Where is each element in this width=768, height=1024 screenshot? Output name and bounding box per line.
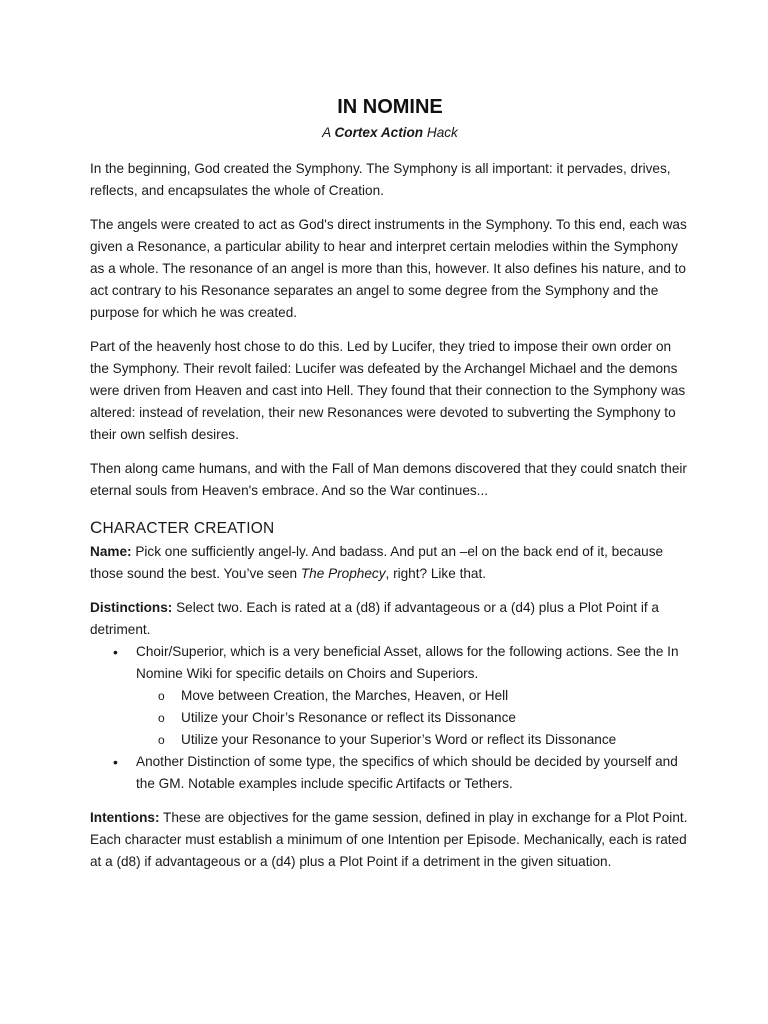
document-title: IN NOMINE — [337, 96, 443, 118]
list-item-text: Another Distinction of some type, the specifics of which should be decided by yourself and the GM. Notable examples include specific Artifacts or Tethers. — [136, 754, 678, 791]
section-heading-initial: C — [90, 518, 103, 537]
intro-paragraph: The angels were created to act as God's direct instruments in the Symphony. To this end, each was given a Resonance, a particular ability to hear and interpret certain melodies within the Symphony as a whole. The resonance of an angel is more than this, however. It also defines his nature, and to act contrary to his Resonance separates an angel to some degree from the Symphony and the purpose for which he was created. — [90, 217, 687, 320]
sub-list-item: o Move between Creation, the Marches, Heaven, or Hell — [136, 685, 690, 707]
list-item — [90, 641, 690, 751]
subtitle-bold: Cortex Action — [334, 125, 424, 140]
intro-paragraph: In the beginning, God created the Symphony. The Symphony is all important: it pervades, drives, reflects, and encapsulates the whole of Creation. — [90, 161, 671, 198]
sub-list-item: o Utilize your Resonance to your Superior’s Word or reflect its Dissonance — [136, 729, 690, 751]
intentions-label: Intentions: — [90, 810, 160, 825]
list-item — [90, 751, 690, 795]
subtitle-prefix: A — [322, 125, 335, 140]
name-label: Name: — [90, 544, 132, 559]
sub-list — [136, 685, 690, 751]
distinctions-text: Select two. Each is rated at a (d8) if advantageous or a (d4) plus a Plot Point if a detriment. — [90, 600, 659, 637]
distinctions-label: Distinctions: — [90, 600, 173, 615]
name-text-end: , right? Like that. — [385, 566, 487, 581]
sub-list-item: o Utilize your Choir’s Resonance or reflect its Dissonance — [136, 707, 690, 729]
distinctions-section — [90, 597, 690, 795]
list-item-text: Choir/Superior, which is a very beneficial Asset, allows for the following actions. See the In Nomine Wiki for specific details on Choirs and Superiors. — [136, 644, 679, 681]
document-subtitle — [90, 122, 690, 144]
intentions-text: These are objectives for the game session, defined in play in exchange for a Plot Point. Each character must establish a minimum of one Intention per Episode. Mechanically, each is rated at a (d8) if advantageous or a (d4) plus a Plot Point if a detriment in the given situation. — [90, 810, 688, 869]
intentions-paragraph — [90, 807, 690, 873]
distinctions-paragraph — [90, 597, 690, 641]
document-page — [90, 92, 690, 885]
name-paragraph — [90, 541, 690, 585]
intro-paragraph: Part of the heavenly host chose to do this. Led by Lucifer, they tried to impose their own order on the Symphony. Their revolt failed: Lucifer was defeated by the Archangel Michael and the demons were driven from Heaven and cast into Hell. They found that their connection to the Symphony was altered: instead of revelation, their new Resonances were devoted to subverting the Symphony to their own selfish desires. — [90, 339, 686, 442]
name-text: Pick one sufficiently angel-ly. And badass. And put an –el on the back end of it, because those sound the best. You’ve seen — [90, 544, 664, 581]
subtitle-suffix: Hack — [423, 125, 458, 140]
section-heading-rest: HARACTER CREATION — [102, 520, 275, 537]
distinctions-list — [90, 641, 690, 795]
name-italic-title: The Prophecy — [300, 566, 386, 581]
section-heading — [90, 516, 690, 541]
intro-paragraph: Then along came humans, and with the Fall of Man demons discovered that they could snatch their eternal souls from Heaven's embrace. And so the War continues... — [90, 461, 687, 498]
